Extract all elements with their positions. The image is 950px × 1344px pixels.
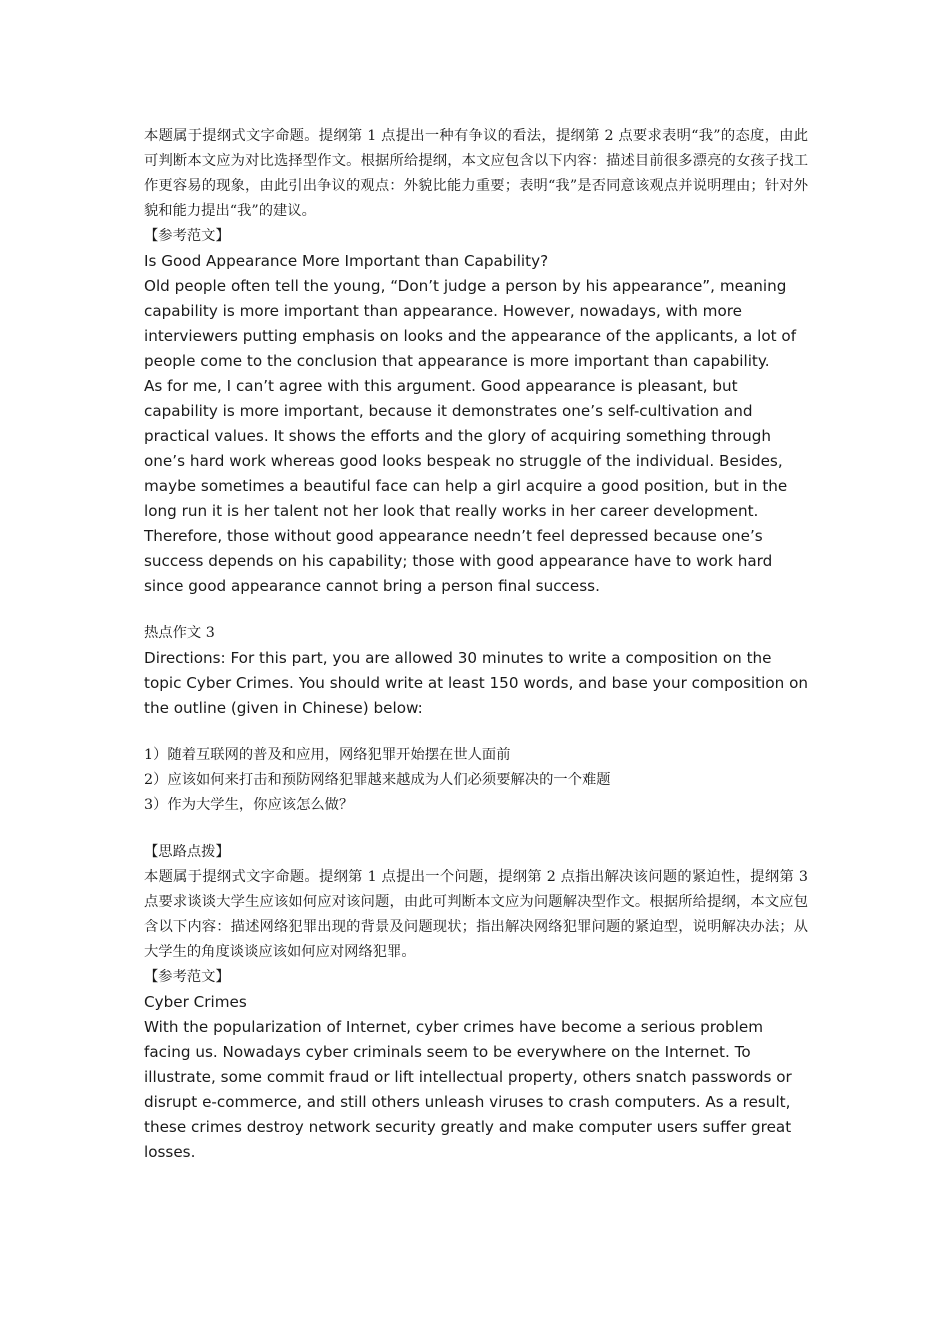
spacer — [144, 599, 808, 621]
analysis-paragraph-2: 本题属于提纲式文字命题。提纲第 1 点提出一个问题，提纲第 2 点指出解决该问题的紧迫性，提纲第 3 点要求谈谈大学生应该如何应对该问题，由此可判断本文应为问题解决型作文。根据所给提纲，本文应包含以下内容：描述网络犯罪出现的背景及问题现状；指出解决网络犯罪问题的紧迫型，说明解决办法；从大学生的角度谈谈应该如何应对网络犯罪。 — [144, 869, 808, 960]
directions-paragraph: Directions: For this part, you are allowed 30 minutes to write a composition on the topic Cyber Crimes. You should write at least 150 words, and base your composition on the outline (given in Chinese) below: — [144, 649, 808, 717]
essay-paragraph: As for me, I can’t agree with this argument. Good appearance is pleasant, but capability is more important, because it demonstrates one’s self-cultivation and practical values. It shows the efforts and the glory of acquiring something through one’s hard work whereas good looks bespeak no struggle of the individual. Besides, maybe sometimes a beautiful face can help a girl acquire a good position, but in the long run it is her talent not her look that really works in her career development. — [144, 377, 788, 520]
essay-title-1: Is Good Appearance More Important than Capability? — [144, 252, 549, 270]
outline-item: 1）随着互联网的普及和应用，网络犯罪开始摆在世人面前 — [144, 747, 511, 763]
tips-label: 【思路点拨】 — [144, 844, 230, 860]
section-heading: 热点作文 3 — [144, 625, 215, 641]
essay-title-2: Cyber Crimes — [144, 993, 247, 1011]
outline-item: 3）作为大学生，你应该怎么做？ — [144, 797, 354, 813]
spacer — [144, 818, 808, 840]
essay-paragraph: With the popularization of Internet, cyber crimes have become a serious problem facing us. Nowadays cyber criminals seem to be everywhere on the Internet. To illustrate, some commit fraud or lift intellectual property, others snatch passwords or disrupt e-commerce, and still others unleash viruses to crash computers. As a result, these crimes destroy network security greatly and make computer users suffer great losses. — [144, 1018, 792, 1161]
sample-label-2: 【参考范文】 — [144, 969, 230, 985]
spacer — [144, 721, 808, 743]
essay-paragraph: Therefore, those without good appearance needn’t feel depressed because one’s success depends on his capability; those with good appearance have to work hard since good appearance cannot bring a person final success. — [144, 527, 773, 595]
analysis-paragraph-1: 本题属于提纲式文字命题。提纲第 1 点提出一种有争议的看法，提纲第 2 点要求表明“我”的态度，由此可判断本文应为对比选择型作文。根据所给提纲，本文应包含以下内容：描述目前很多漂亮的女孩子找工作更容易的现象，由此引出争议的观点：外貌比能力重要；表明“我”是否同意该观点并说明理由；针对外貌和能力提出“我”的建议。 — [144, 128, 808, 219]
document-page — [144, 124, 808, 1165]
outline-item: 2）应该如何来打击和预防网络犯罪越来越成为人们必须要解决的一个难题 — [144, 772, 611, 788]
essay-paragraph: Old people often tell the young, “Don’t judge a person by his appearance”, meaning capability is more important than appearance. However, nowadays, with more interviewers putting emphasis on looks and the appearance of the applicants, a lot of people come to the conclusion that appearance is more important than capability. — [144, 277, 797, 370]
sample-label-1: 【参考范文】 — [144, 228, 230, 244]
